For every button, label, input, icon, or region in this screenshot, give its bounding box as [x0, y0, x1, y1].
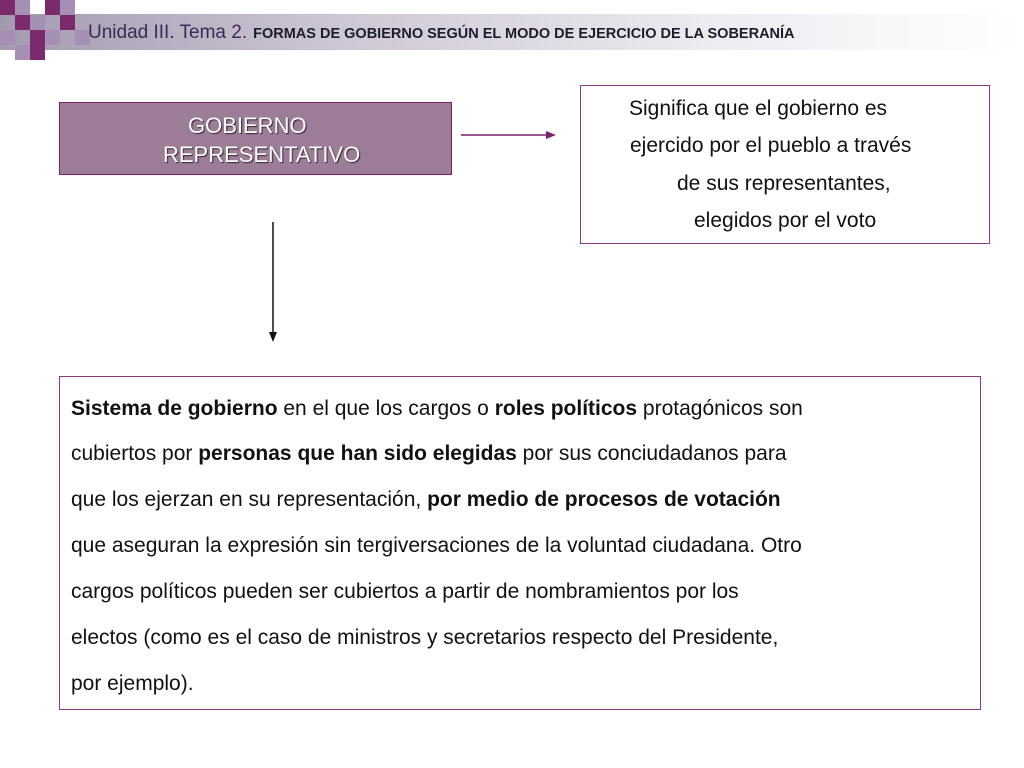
- definition-line-3: de sus representantes,: [677, 172, 891, 195]
- text-fragment: que los ejerzan en su representación,: [71, 488, 428, 511]
- description-line-7: por ejemplo).: [71, 672, 194, 695]
- description-line-3: [71, 488, 781, 512]
- definition-line-4: elegidos por el voto: [694, 209, 877, 232]
- definition-line-2: ejercido por el pueblo a través: [630, 134, 912, 157]
- definition-line-1: Significa que el gobierno es: [629, 97, 888, 120]
- concept-line-2: REPRESENTATIVO: [163, 142, 361, 167]
- down-arrow-head: [269, 332, 277, 342]
- text-fragment: por sus conciudadanos para: [516, 442, 787, 465]
- description-line-4: que aseguran la expresión sin tergiversaciones de la voluntad ciudadana. Otro: [71, 534, 802, 557]
- right-arrow-head: [546, 131, 556, 139]
- description-line-5: cargos políticos pueden ser cubiertos a partir de nombramientos por los: [71, 580, 739, 603]
- description-line-2: [71, 442, 787, 466]
- bold-term: roles políticos: [494, 397, 638, 420]
- text-fragment: en el que los cargos o: [277, 397, 495, 420]
- text-fragment: protagónicos son: [637, 397, 803, 420]
- description-box: [59, 376, 981, 710]
- bold-term: por medio de procesos de votación: [427, 488, 781, 511]
- bold-term: Sistema de gobierno: [71, 397, 278, 420]
- description-line-1: [71, 397, 803, 421]
- bold-term: personas que han sido elegidas: [198, 442, 517, 465]
- title-unit: Unidad III. Tema 2.: [88, 22, 248, 43]
- definition-box: [580, 85, 990, 244]
- description-line-6: electos (como es el caso de ministros y secretarios respecto del Presidente,: [71, 626, 779, 649]
- text-fragment: cubiertos por: [71, 442, 199, 465]
- title-topic: FORMAS DE GOBIERNO SEGÚN EL MODO DE EJERCICIO DE LA SOBERANÍA: [253, 26, 795, 42]
- concept-line-1: GOBIERNO: [188, 113, 307, 138]
